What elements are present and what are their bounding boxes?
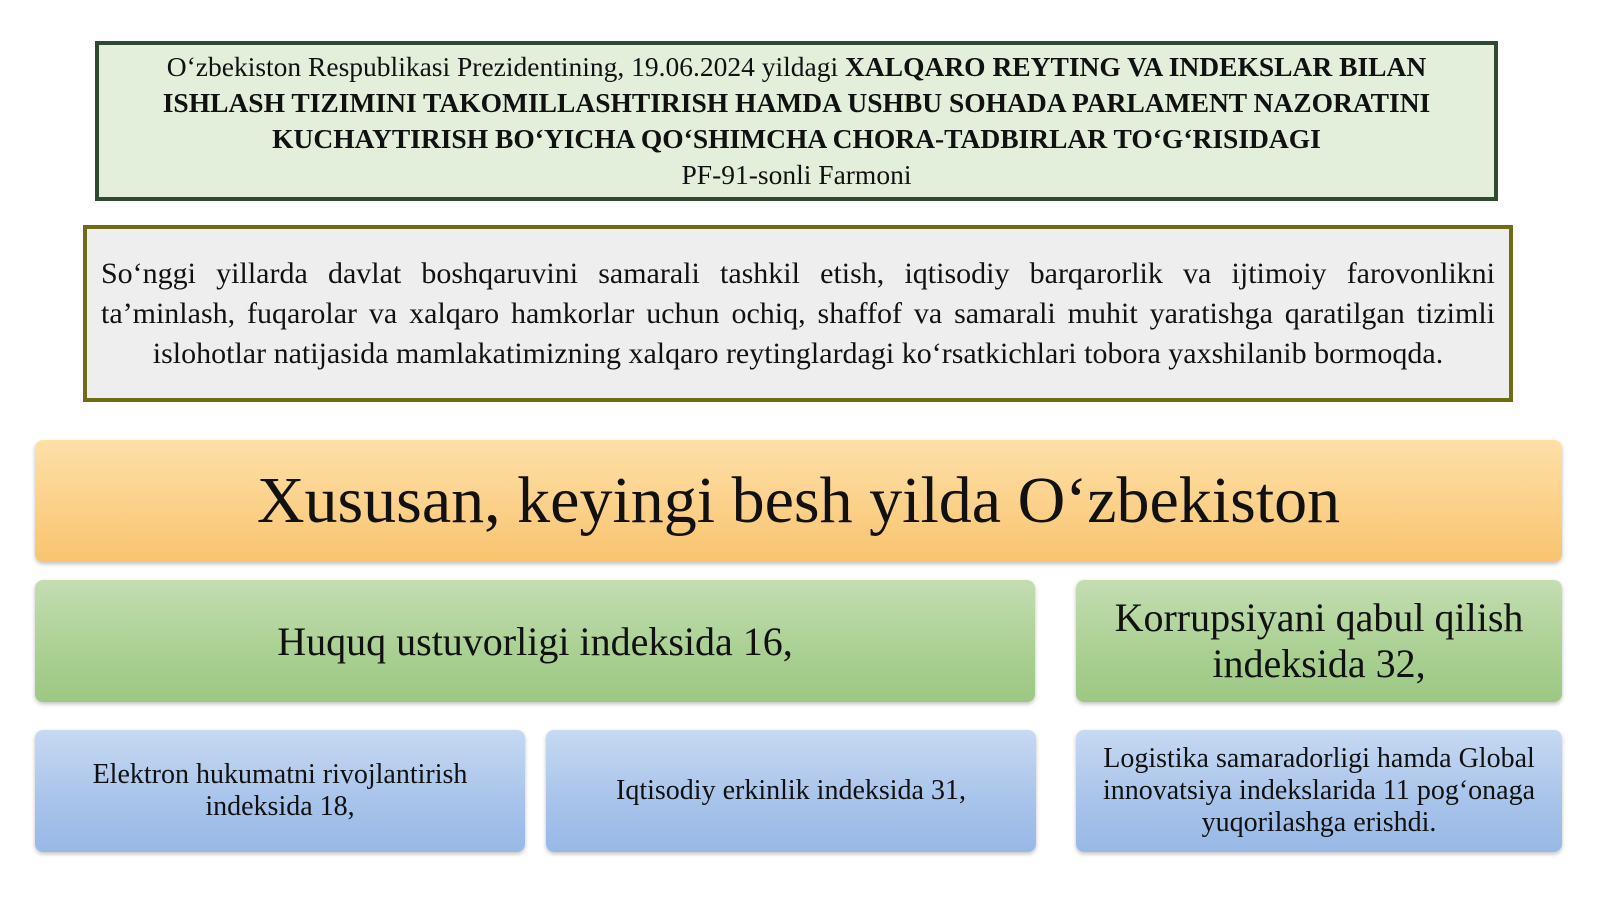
decree-text xyxy=(117,49,1476,193)
intro-box xyxy=(83,225,1513,402)
e-government-box xyxy=(35,730,525,852)
headline-text: Xususan, keyingi besh yilda O‘zbekiston xyxy=(256,464,1341,537)
corruption-text: Korrupsiyani qabul qilish indeksida 32, xyxy=(1114,595,1524,686)
economic-freedom-text: Iqtisodiy erkinlik indeksida 31, xyxy=(616,775,966,806)
headline-box xyxy=(35,440,1562,562)
decree-intro: O‘zbekiston Respublikasi Prezidentining, 19.06.2024 yildagi xyxy=(166,51,839,82)
rule-of-law-box xyxy=(35,580,1035,702)
corruption-box xyxy=(1076,580,1562,702)
decree-box xyxy=(95,41,1498,201)
e-government-text: Elektron hukumatni rivojlantirish indeksida 18, xyxy=(92,759,468,822)
decree-title: XALQARO REYTING VA INDEKSLAR BILAN ISHLASH TIZIMINI TAKOMILLASHTIRISH HAMDA USHBU SOHADA PARLAMENT NAZORATINI KUCHAYTIRISH BO‘YICHA QO‘SHIMCHA CHORA-TADBIRLAR TO‘G‘RISIDAGI xyxy=(162,51,1431,154)
logistics-innovation-box xyxy=(1076,730,1562,852)
intro-text: So‘nggi yillarda davlat boshqaruvini samarali tashkil etish, iqtisodiy barqarorlik va ijtimoiy farovonlikni ta’minlash, fuqarolar va xalqaro hamkorlar uchun ochiq, shaffof va samarali muhit yaratishga qaratilgan tizimli islohotlar natijasida mamlakatimizning xalqaro reytinglardagi ko‘rsatkichlari tobora yaxshilanib bormoqda. xyxy=(101,256,1495,370)
logistics-innovation-text: Logistika samaradorligi hamda Global innovatsiya indekslarida 11 pog‘onaga yuqorilashga erishdi. xyxy=(1102,743,1536,838)
decree-number: PF-91-sonli Farmoni xyxy=(681,159,912,190)
rule-of-law-text: Huquq ustuvorligi indeksida 16, xyxy=(277,618,793,664)
economic-freedom-box xyxy=(546,730,1036,852)
